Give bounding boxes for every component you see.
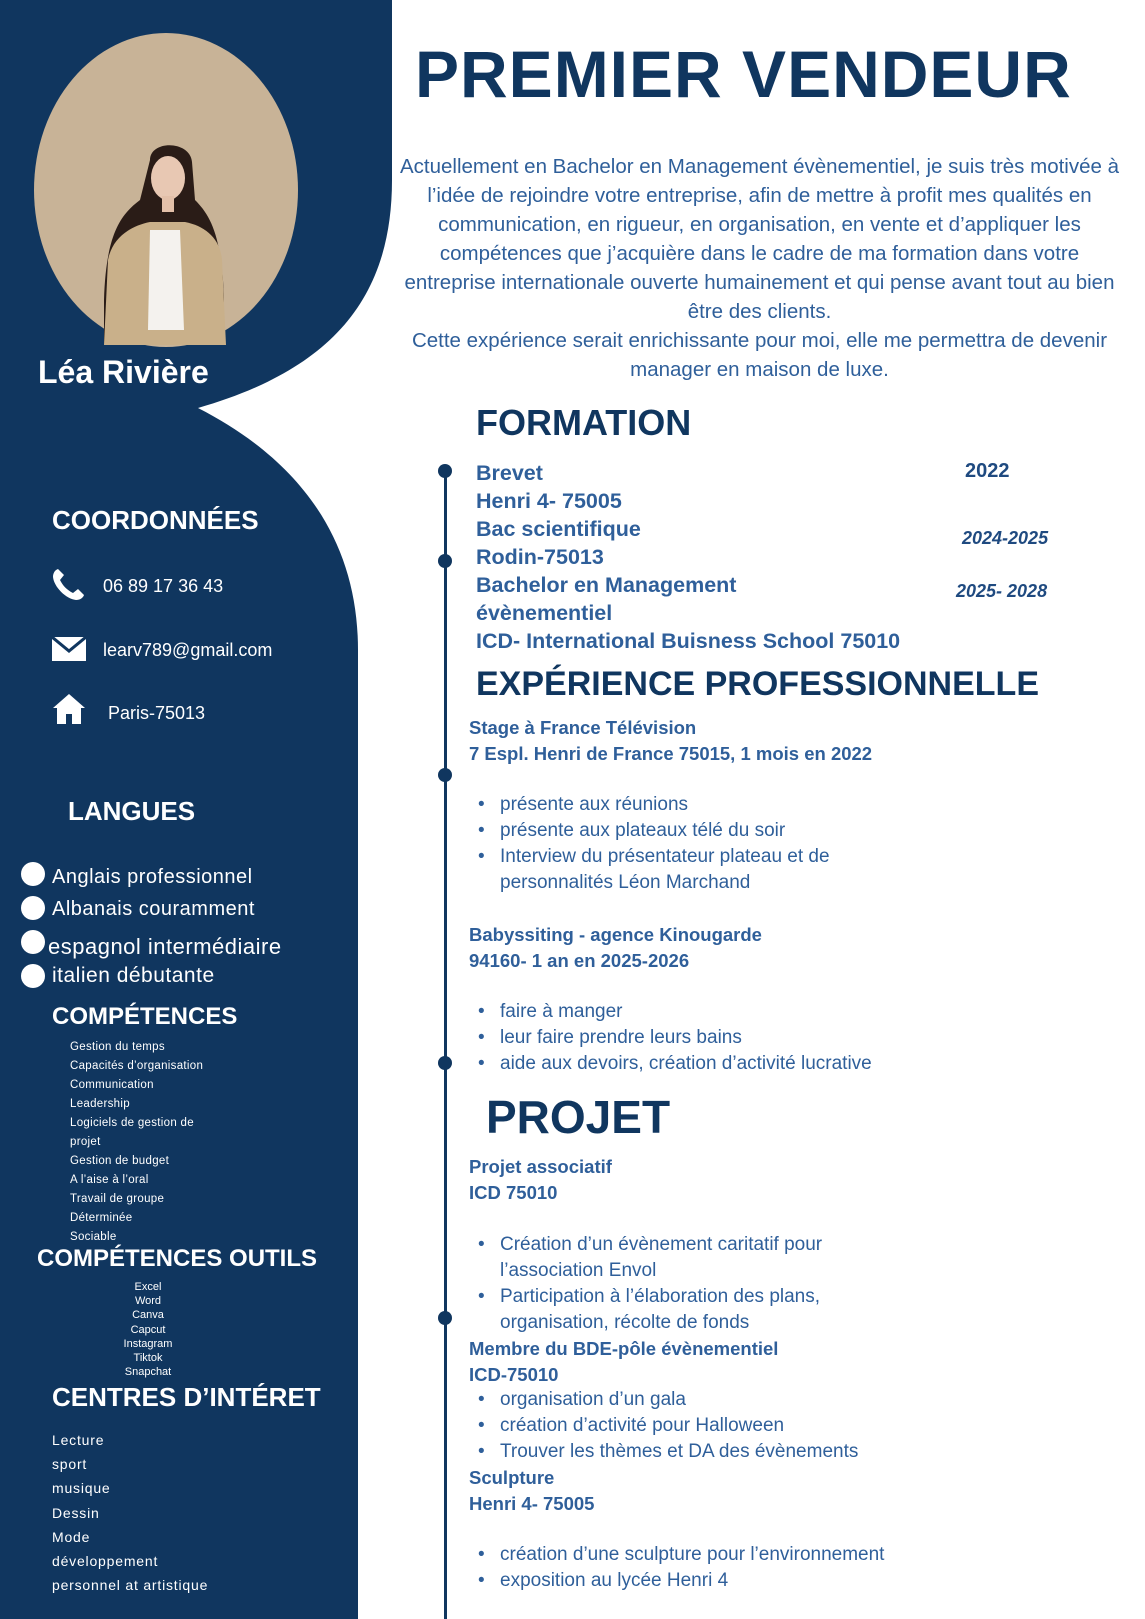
project-item — [469, 1336, 778, 1388]
skill-item: Communication — [70, 1079, 154, 1091]
skill-item: Leadership — [70, 1098, 130, 1110]
interest-item: Mode — [52, 1528, 91, 1545]
project-bullets — [470, 1232, 880, 1336]
timeline-dot — [438, 768, 452, 782]
job-bullet: • présente aux réunions — [500, 792, 890, 818]
formation-line: Rodin-75013 — [476, 545, 604, 569]
intro-text-2: Cette expérience serait enrichissante pour moi, elle me permettra de devenir manager en maison de luxe. — [411, 329, 1108, 381]
formation-list — [476, 459, 900, 655]
tool-item: Word — [134, 1295, 162, 1308]
job-bullets — [470, 999, 1000, 1077]
project-bullet: • création d’une sculpture pour l’environnement — [500, 1542, 980, 1568]
skill-item: A l’aise à l’oral — [70, 1174, 149, 1186]
interests-heading: CENTRES D’INTÉRET — [52, 1382, 321, 1412]
project-bullet: • organisation d’un gala — [500, 1387, 950, 1413]
formation-year: 2022 — [965, 460, 1010, 482]
job-title: Stage à France Télévision — [469, 717, 697, 738]
language-item: italien débutante — [52, 964, 215, 987]
project-subtitle: ICD 75010 — [469, 1182, 558, 1203]
language-bullet — [21, 964, 45, 988]
tool-item: Excel — [134, 1281, 162, 1293]
contact-address: Paris-75013 — [108, 703, 206, 723]
language-bullet — [21, 862, 45, 886]
project-subtitle: ICD-75010 — [469, 1364, 559, 1385]
job-subtitle: 7 Espl. Henri de France 75015, 1 mois en 2022 — [469, 743, 873, 764]
timeline-dot — [438, 464, 452, 478]
project-bullets — [470, 1387, 950, 1465]
skills-list — [70, 1038, 220, 1247]
skills-heading: COMPÉTENCES — [52, 1003, 238, 1030]
interest-item: sport — [52, 1456, 88, 1473]
experience-job — [469, 922, 762, 974]
tools-heading: COMPÉTENCES OUTILS — [37, 1245, 318, 1272]
timeline-dot — [438, 554, 452, 568]
timeline-dot — [438, 1311, 452, 1325]
interest-item: personnel at artistique — [52, 1577, 209, 1594]
skill-item: Gestion de budget — [70, 1155, 170, 1167]
formation-line: ICD- International Buisness School 75010 — [476, 629, 901, 653]
job-bullet: • présente aux plateaux télé du soir — [500, 818, 890, 844]
contact-heading: COORDONNÉES — [52, 505, 259, 535]
phone-icon — [50, 567, 86, 603]
job-bullets — [470, 792, 890, 896]
project-title: Membre du BDE-pôle évènementiel — [469, 1338, 779, 1359]
project-bullet: • Participation à l’élaboration des plans, organisation, récolte de fonds — [500, 1284, 880, 1336]
project-bullet: • exposition au lycée Henri 4 — [500, 1568, 980, 1594]
formation-line: Henri 4- 75005 — [476, 489, 622, 513]
contact-email: learv789@gmail.com — [103, 640, 273, 660]
intro-text: Actuellement en Bachelor en Management évènementiel, je suis très motivée à l’idée de rejoindre votre entreprise, afin de mettre à profit mes qualités en communication, en rigueur, en organisation, en vente et d’appliquer les compétences que j’acquière dans le cadre de ma formation dans votre entreprise internationale ouverte humainement et qui pense avant tout au bien être des clients. — [399, 155, 1120, 323]
profile-name: Léa Rivière — [38, 354, 209, 390]
project-bullet: • création d’activité pour Halloween — [500, 1413, 950, 1439]
language-item: Anglais professionnel — [52, 866, 253, 888]
sidebar-background — [0, 0, 400, 1619]
skill-item: Gestion du temps — [70, 1041, 165, 1053]
language-bullet — [21, 930, 45, 954]
language-item: espagnol intermédiaire — [48, 934, 282, 959]
language-item: Albanais couramment — [52, 898, 255, 920]
project-bullet: • Création d’un évènement caritatif pour l’association Envol — [500, 1232, 880, 1284]
job-bullet: • faire à manger — [500, 999, 1000, 1025]
contact-phone: 06 89 17 36 43 — [103, 576, 224, 596]
tool-item: Snapchat — [124, 1366, 172, 1379]
project-item — [469, 1154, 612, 1206]
skill-item: Logiciels de gestion de projet — [70, 1117, 194, 1148]
job-bullet: • aide aux devoirs, création d’activité lucrative — [500, 1051, 1000, 1077]
tools-list — [110, 1280, 186, 1379]
formation-year: 2025- 2028 — [956, 581, 1048, 601]
skill-item: Sociable — [70, 1231, 117, 1243]
formation-heading: FORMATION — [476, 402, 692, 443]
home-icon — [52, 692, 86, 726]
projects-heading: PROJET — [486, 1091, 671, 1143]
tool-item: Instagram — [123, 1337, 173, 1350]
formation-year: 2024-2025 — [962, 528, 1049, 548]
interest-item: développement — [52, 1553, 159, 1570]
job-subtitle: 94160- 1 an en 2025-2026 — [469, 950, 690, 971]
timeline-line — [444, 470, 447, 1619]
interest-item: Dessin — [52, 1504, 100, 1521]
formation-line: évènementiel — [476, 601, 613, 625]
project-item — [469, 1465, 594, 1517]
formation-line: Bachelor en Management — [476, 573, 737, 597]
project-bullet: • Trouver les thèmes et DA des évènements — [500, 1439, 950, 1465]
language-bullet — [21, 896, 45, 920]
timeline-dot — [438, 1056, 452, 1070]
interest-item: musique — [52, 1480, 111, 1497]
formation-line: Brevet — [476, 461, 543, 485]
skill-item: Travail de groupe — [70, 1193, 165, 1205]
skill-item: Capacités d’organisation — [70, 1060, 204, 1072]
experience-heading: EXPÉRIENCE PROFESSIONNELLE — [476, 665, 1039, 703]
project-subtitle: Henri 4- 75005 — [469, 1493, 595, 1514]
intro-paragraph — [392, 152, 1127, 384]
project-title: Sculpture — [469, 1467, 555, 1488]
tool-item: Capcut — [130, 1323, 166, 1336]
job-title: Babyssiting - agence Kinougarde — [469, 924, 762, 945]
job-bullet: • Interview du présentateur plateau et de personnalités Léon Marchand — [500, 844, 890, 896]
envelope-icon — [52, 637, 86, 661]
skill-item: Déterminée — [70, 1212, 133, 1224]
project-bullets — [470, 1542, 980, 1594]
interests-list — [52, 1428, 208, 1597]
formation-line: Bac scientifique — [476, 517, 641, 541]
page-title: PREMIER VENDEUR — [415, 37, 1072, 111]
job-bullet: • leur faire prendre leurs bains — [500, 1025, 1000, 1051]
project-title: Projet associatif — [469, 1156, 612, 1177]
tool-item: Canva — [132, 1309, 164, 1322]
experience-job — [469, 715, 872, 767]
tool-item: Tiktok — [133, 1352, 163, 1365]
languages-heading: LANGUES — [68, 796, 196, 826]
interest-item: Lecture — [52, 1432, 105, 1448]
